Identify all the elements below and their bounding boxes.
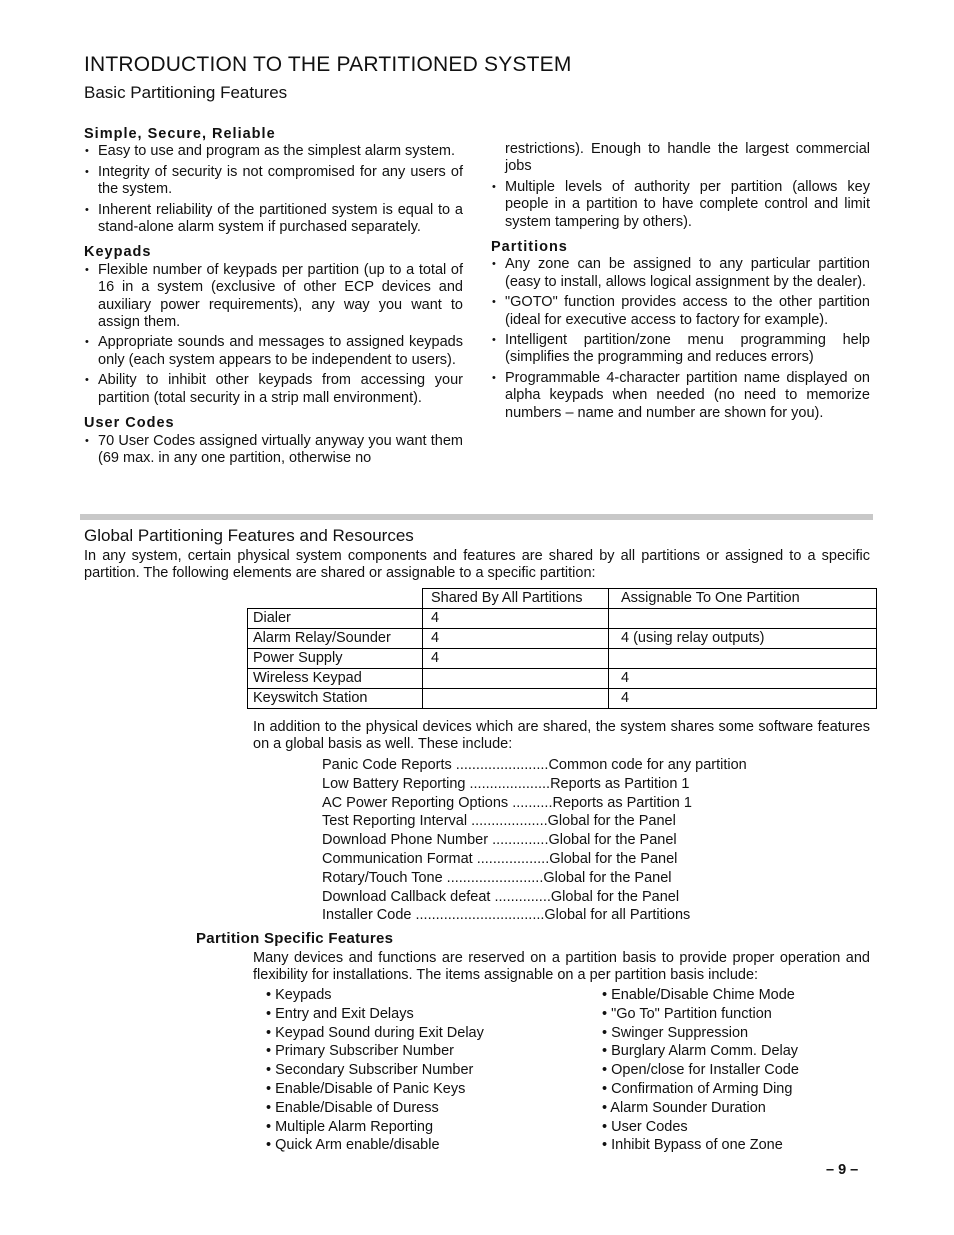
page-number: – 9 –: [826, 1162, 859, 1178]
table-cell: [609, 649, 877, 669]
list-item: • "Go To" Partition function: [602, 1005, 772, 1022]
table-cell: Keyswitch Station: [248, 689, 423, 709]
list-item: Download Phone Number ..............Global for the Panel: [322, 832, 677, 849]
list-item: • Keypad Sound during Exit Delay: [266, 1024, 484, 1041]
bullet-list-partitions: [491, 256, 870, 422]
list-item: • Programmable 4-character partition name displayed on alpha keypads when needed (no need to memorize numbers – name and number are shown for you).: [491, 370, 870, 422]
list-item: Panic Code Reports .......................Common code for any partition: [322, 757, 747, 773]
section-header-keypads: Keypads: [84, 244, 152, 261]
table-cell: 4: [423, 629, 609, 649]
partition-feature-list-right: [602, 986, 799, 1155]
table-row: [248, 649, 877, 669]
page-title: INTRODUCTION TO THE PARTITIONED SYSTEM: [84, 53, 572, 76]
table-cell: [609, 609, 877, 629]
list-item: Test Reporting Interval ...................Global for the Panel: [322, 813, 676, 830]
software-feature-list: [322, 756, 747, 925]
list-item: • Inhibit Bypass of one Zone: [602, 1137, 783, 1154]
list-item: • Swinger Suppression: [602, 1024, 749, 1041]
partition-specific-intro: Many devices and functions are reserved on a partition basis to provide proper operation and flexibility for installations. The items assignable on a per partition basis include:: [253, 950, 870, 983]
list-item: • Appropriate sounds and messages to assigned keypads only (each system appears to be independent to users).: [84, 334, 463, 369]
list-item: • Easy to use and program as the simplest alarm system.: [84, 143, 463, 160]
table-header-cell: Assignable To One Partition: [609, 589, 877, 609]
list-item: Rotary/Touch Tone ........................Global for the Panel: [322, 869, 672, 886]
resource-table: [247, 588, 877, 709]
continued-text: restrictions). Enough to handle the largest commercial jobs: [505, 141, 870, 175]
list-item: • Enable/Disable Chime Mode: [602, 987, 795, 1003]
list-item: • Any zone can be assigned to any particular partition (easy to install, allows logical assignment by the dealer).: [491, 256, 870, 291]
list-item: Low Battery Reporting ....................Reports as Partition 1: [322, 775, 690, 792]
table-cell: 4: [423, 649, 609, 669]
table-cell: [423, 669, 609, 689]
partition-feature-list-left: [266, 986, 484, 1155]
table-header-row: [248, 589, 877, 609]
table-row: [248, 609, 877, 629]
right-column: [491, 141, 870, 425]
list-item: • Keypads: [266, 987, 332, 1003]
table-cell: 4: [423, 609, 609, 629]
table-cell: 4: [609, 669, 877, 689]
table-cell: Alarm Relay/Sounder: [248, 629, 423, 649]
list-item: • Alarm Sounder Duration: [602, 1099, 766, 1116]
list-item: Communication Format ..................Global for the Panel: [322, 850, 678, 867]
table-row: [248, 629, 877, 649]
section-subtitle: Basic Partitioning Features: [84, 83, 288, 102]
bullet-list-user-codes-continued: [491, 179, 870, 231]
list-item: • Multiple levels of authority per partition (allows key people in a partition to have complete control and limit system tampering by others).: [491, 179, 870, 231]
table-header-cell: Shared By All Partitions: [423, 589, 609, 609]
list-item: • Open/close for Installer Code: [602, 1062, 799, 1079]
list-item: • Enable/Disable of Duress: [266, 1099, 439, 1116]
list-item: • Burglary Alarm Comm. Delay: [602, 1043, 799, 1060]
table-row: [248, 689, 877, 709]
table-cell: Wireless Keypad: [248, 669, 423, 689]
left-column: [84, 126, 463, 470]
bullet-list-simple: [84, 143, 463, 236]
list-item: • Flexible number of keypads per partition (up to a total of 16 in a system (exclusive of other ECP devices and auxiliary power requirements), any way you want to assign them.: [84, 262, 463, 332]
list-item: • Entry and Exit Delays: [266, 1005, 414, 1022]
list-item: • Ability to inhibit other keypads from accessing your partition (total security in a strip mall environment).: [84, 372, 463, 407]
list-item: • Inherent reliability of the partitioned system is equal to a stand-alone alarm system if purchased separately.: [84, 202, 463, 237]
table-cell: Dialer: [248, 609, 423, 629]
list-item: • Multiple Alarm Reporting: [266, 1118, 434, 1135]
list-item: Installer Code ................................Global for all Partitions: [322, 907, 691, 924]
section-header-partitions: Partitions: [491, 239, 568, 256]
global-section-title: Global Partitioning Features and Resources: [84, 526, 414, 545]
list-item: AC Power Reporting Options ..........Reports as Partition 1: [322, 794, 692, 811]
table-cell: [423, 689, 609, 709]
table-row: [248, 669, 877, 689]
software-intro-text: In addition to the physical devices which are shared, the system shares some software features on a global basis as well. These include:: [253, 719, 870, 752]
section-header-simple: Simple, Secure, Reliable: [84, 126, 276, 142]
table-cell: 4: [609, 689, 877, 709]
list-item: • Primary Subscriber Number: [266, 1043, 454, 1060]
bullet-list-keypads: [84, 262, 463, 407]
table-cell: Power Supply: [248, 649, 423, 669]
list-item: • User Codes: [602, 1118, 688, 1135]
list-item: • Integrity of security is not compromised for any users of the system.: [84, 164, 463, 199]
global-intro-text: In any system, certain physical system components and features are shared by all partitions or assigned to a specific partition. The following elements are shared or assignable to a specific partition:: [84, 548, 870, 581]
list-item: • Confirmation of Arming Ding: [602, 1080, 793, 1097]
section-divider: [80, 514, 873, 520]
list-item: • Secondary Subscriber Number: [266, 1062, 474, 1079]
table-header-cell: [248, 589, 423, 609]
list-item: • Quick Arm enable/disable: [266, 1137, 440, 1154]
list-item: • "GOTO" function provides access to the other partition (ideal for executive access to factory for example).: [491, 294, 870, 329]
list-item: Download Callback defeat ..............Global for the Panel: [322, 888, 680, 905]
list-item: • Intelligent partition/zone menu programming help (simplifies the programming and reduces errors): [491, 332, 870, 367]
table-cell: 4 (using relay outputs): [609, 629, 877, 649]
bullet-list-user-codes: [84, 433, 463, 468]
list-item: • Enable/Disable of Panic Keys: [266, 1080, 466, 1097]
list-item: • 70 User Codes assigned virtually anyway you want them (69 max. in any one partition, otherwise no: [84, 433, 463, 468]
partition-specific-title: Partition Specific Features: [196, 930, 394, 947]
section-header-user-codes: User Codes: [84, 415, 175, 432]
